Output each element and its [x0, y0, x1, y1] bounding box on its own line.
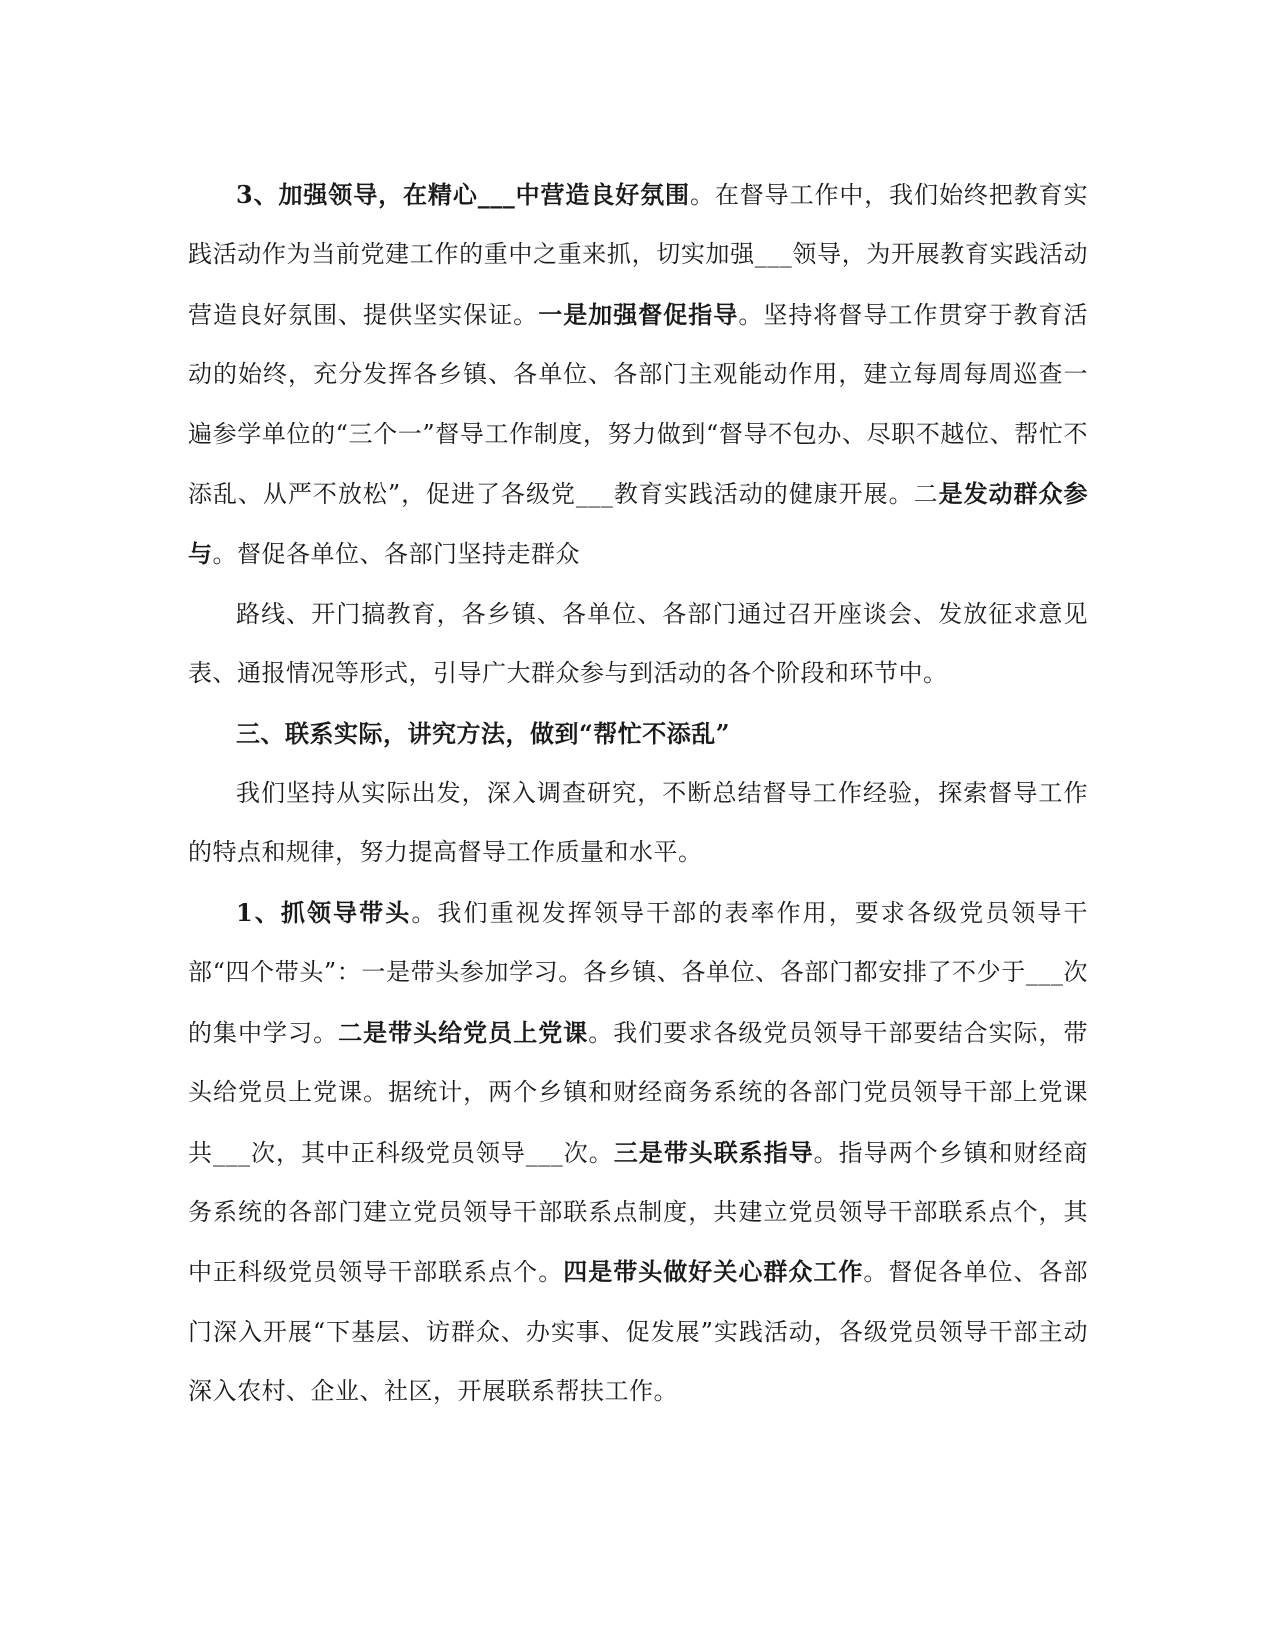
paragraph-practical-approach [188, 764, 1088, 883]
paragraph-heading: 1、抓领导带头 [236, 897, 412, 927]
paragraph-mass-line [188, 585, 1088, 704]
paragraph-heading: 3、加强领导，在精心___中营造良好氛围 [236, 180, 690, 209]
paragraph-text: 。督促各单位、各部门坚持走群众 [212, 540, 580, 569]
paragraph-heading: 四是带头做好关心群众工作 [563, 1257, 864, 1287]
paragraph-text: 路线、开门搞教育，各乡镇、各单位、各部门通过召开座谈会、发放征求意见表、通报情况等形式，引导广大群众参与到活动的各个阶段和环节中。 [188, 599, 1088, 688]
paragraph-heading: 三是带头联系指导 [613, 1137, 814, 1167]
section-heading [188, 704, 1088, 764]
paragraph-heading: 一是加强督促指导 [538, 299, 739, 329]
paragraph-text: 。坚持将督导工作贯穿于教育活动的始终，充分发挥各乡镇、各单位、各部门主观能动作用，建立每周每周巡查一遍参学单位的“三个一”督导工作制度，努力做到“督导不包办、尽职不越位、帮忙不添乱、从严不放松”，促进了各级党___教育实践活动的健康开展。二 [188, 300, 1089, 509]
document-body [188, 165, 1088, 1422]
paragraph-heading: 是发动群众参与 [188, 479, 1088, 569]
paragraph-text: 。我们要求各级党员领导干部要结合实际，带头给党员上党课。据统计，两个乡镇和财经商务系统的各部门党员领导干部上党课共___次，其中正科级党员领导___次。 [188, 1018, 1089, 1167]
paragraph-text: 。督促各单位、各部门深入开展“下基层、访群众、办实事、促发展”实践活动，各级党员领导干部主动深入农村、企业、社区，开展联系帮扶工作。 [188, 1258, 1089, 1406]
paragraph-text: 我们坚持从实际出发，深入调查研究，不断总结督导工作经验，探索督导工作的特点和规律，努力提高督导工作质量和水平。 [188, 779, 1088, 867]
paragraph-leaders-lead [188, 883, 1088, 1422]
paragraph-leadership-atmosphere [188, 165, 1088, 585]
paragraph-text: 。指导两个乡镇和财经商务系统的各部门建立党员领导干部联系点制度，共建立党员领导干部联系点个，其中正科级党员领导干部联系点个。 [188, 1138, 1089, 1287]
paragraph-heading: 二是带头给党员上党课 [338, 1017, 589, 1047]
section-heading-text: 三、联系实际，讲究方法，做到“帮忙不添乱” [236, 718, 731, 748]
paragraph-text: 。我们重视发挥领导干部的表率作用，要求各级党员领导干部“四个带头”：一是带头参加学习。各乡镇、各单位、各部门都安排了不少于___次的集中学习。 [188, 898, 1088, 1047]
paragraph-text: 。在督导工作中，我们始终把教育实践活动作为当前党建工作的重中之重来抓，切实加强___领导，为开展教育实践活动营造良好氛围、提供坚实保证。 [188, 181, 1088, 329]
